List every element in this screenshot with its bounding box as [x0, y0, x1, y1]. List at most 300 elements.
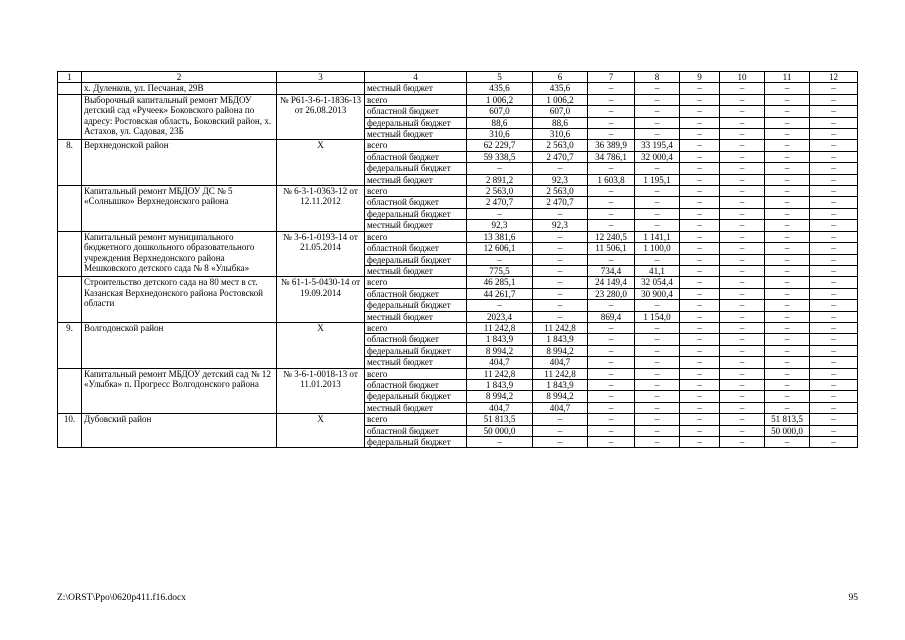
year-2015-amount: –: [588, 357, 635, 368]
year-2017-amount: –: [680, 391, 720, 402]
source-label: местный бюджет: [365, 220, 467, 231]
year-2020-amount: –: [810, 322, 858, 333]
year-2014-amount: –: [533, 231, 588, 242]
document-number: № 3-6-1-0193-14 от 21.05.2014: [277, 231, 365, 277]
year-2017-amount: –: [680, 402, 720, 413]
year-2016-amount: –: [635, 300, 680, 311]
year-2015-amount: –: [588, 368, 635, 379]
year-2016-amount: 41,1: [635, 265, 680, 276]
year-2019-amount: –: [765, 83, 810, 94]
year-2014-amount: 2 563,0: [533, 186, 588, 197]
year-2017-amount: –: [680, 437, 720, 448]
year-2017-amount: –: [680, 243, 720, 254]
item-number: [58, 94, 82, 140]
year-2017-amount: –: [680, 334, 720, 345]
year-2019-amount: –: [765, 129, 810, 140]
total-amount: 1 006,2: [467, 94, 533, 105]
year-2019-amount: –: [765, 437, 810, 448]
year-2020-amount: –: [810, 334, 858, 345]
year-2014-amount: 92,3: [533, 220, 588, 231]
year-2014-amount: 8 994,2: [533, 345, 588, 356]
total-amount: 59 338,5: [467, 151, 533, 162]
year-2019-amount: –: [765, 151, 810, 162]
total-amount: 8 994,2: [467, 391, 533, 402]
year-2015-amount: –: [588, 117, 635, 128]
year-2017-amount: –: [680, 83, 720, 94]
year-2014-amount: 310,6: [533, 129, 588, 140]
year-2018-amount: –: [720, 391, 765, 402]
year-2016-amount: –: [635, 345, 680, 356]
year-2017-amount: –: [680, 197, 720, 208]
source-label: областной бюджет: [365, 334, 467, 345]
year-2018-amount: –: [720, 83, 765, 94]
year-2020-amount: –: [810, 163, 858, 174]
year-2014-amount: 8 994,2: [533, 391, 588, 402]
source-label: федеральный бюджет: [365, 345, 467, 356]
year-2019-amount: –: [765, 254, 810, 265]
year-2015-amount: –: [588, 163, 635, 174]
source-label: областной бюджет: [365, 425, 467, 436]
year-2020-amount: –: [810, 300, 858, 311]
total-amount: 62 229,7: [467, 140, 533, 151]
year-2016-amount: –: [635, 208, 680, 219]
year-2017-amount: –: [680, 300, 720, 311]
year-2018-amount: –: [720, 265, 765, 276]
year-2016-amount: –: [635, 391, 680, 402]
year-2017-amount: –: [680, 129, 720, 140]
source-label: федеральный бюджет: [365, 437, 467, 448]
year-2016-amount: 32 000,4: [635, 151, 680, 162]
source-label: всего: [365, 94, 467, 105]
year-2017-amount: –: [680, 357, 720, 368]
year-2017-amount: –: [680, 151, 720, 162]
year-2020-amount: –: [810, 117, 858, 128]
total-amount: 607,0: [467, 106, 533, 117]
year-2018-amount: –: [720, 414, 765, 425]
year-2017-amount: –: [680, 322, 720, 333]
total-amount: 12 606,1: [467, 243, 533, 254]
table-body: [58, 72, 858, 448]
year-2018-amount: –: [720, 379, 765, 390]
year-2014-amount: 11 242,8: [533, 368, 588, 379]
year-2014-amount: 1 006,2: [533, 94, 588, 105]
year-2015-amount: 34 786,1: [588, 151, 635, 162]
year-2020-amount: –: [810, 174, 858, 185]
year-2014-amount: –: [533, 288, 588, 299]
year-2018-amount: –: [720, 231, 765, 242]
year-2015-amount: 1 603,8: [588, 174, 635, 185]
object-name: Капитальный ремонт МБДОУ ДС № 5 «Солнышко» Верхнедонского района: [82, 186, 277, 232]
year-2017-amount: –: [680, 231, 720, 242]
year-2015-amount: –: [588, 345, 635, 356]
year-2016-amount: –: [635, 94, 680, 105]
year-2017-amount: –: [680, 186, 720, 197]
column-number: 4: [365, 72, 467, 83]
year-2020-amount: –: [810, 391, 858, 402]
year-2018-amount: –: [720, 94, 765, 105]
year-2015-amount: –: [588, 220, 635, 231]
year-2019-amount: –: [765, 106, 810, 117]
year-2016-amount: –: [635, 186, 680, 197]
budget-table: [57, 71, 858, 448]
year-2019-amount: –: [765, 231, 810, 242]
source-label: областной бюджет: [365, 288, 467, 299]
year-2015-amount: –: [588, 402, 635, 413]
year-2015-amount: –: [588, 437, 635, 448]
document-number: Х: [277, 322, 365, 368]
column-number: 5: [467, 72, 533, 83]
year-2019-amount: –: [765, 277, 810, 288]
year-2016-amount: –: [635, 425, 680, 436]
year-2015-amount: –: [588, 94, 635, 105]
year-2015-amount: –: [588, 322, 635, 333]
source-label: местный бюджет: [365, 402, 467, 413]
table-row: [58, 140, 858, 151]
year-2018-amount: –: [720, 151, 765, 162]
total-amount: 46 285,1: [467, 277, 533, 288]
year-2017-amount: –: [680, 368, 720, 379]
year-2015-amount: –: [588, 186, 635, 197]
year-2016-amount: 1 154,0: [635, 311, 680, 322]
year-2018-amount: –: [720, 140, 765, 151]
year-2016-amount: –: [635, 220, 680, 231]
year-2019-amount: –: [765, 163, 810, 174]
item-number: 9.: [58, 322, 82, 368]
year-2014-amount: –: [533, 277, 588, 288]
year-2020-amount: –: [810, 208, 858, 219]
year-2020-amount: –: [810, 368, 858, 379]
year-2016-amount: 33 195,4: [635, 140, 680, 151]
year-2014-amount: –: [533, 243, 588, 254]
source-label: федеральный бюджет: [365, 117, 467, 128]
year-2015-amount: –: [588, 334, 635, 345]
year-2019-amount: –: [765, 265, 810, 276]
total-amount: 2023,4: [467, 311, 533, 322]
year-2017-amount: –: [680, 163, 720, 174]
year-2016-amount: –: [635, 357, 680, 368]
object-name: х. Дуленков, ул. Песчаная, 29В: [82, 83, 277, 94]
year-2016-amount: –: [635, 117, 680, 128]
year-2015-amount: –: [588, 254, 635, 265]
year-2018-amount: –: [720, 129, 765, 140]
year-2016-amount: –: [635, 368, 680, 379]
year-2018-amount: –: [720, 425, 765, 436]
year-2014-amount: –: [533, 300, 588, 311]
year-2020-amount: –: [810, 254, 858, 265]
total-amount: 404,7: [467, 402, 533, 413]
year-2019-amount: –: [765, 140, 810, 151]
source-label: областной бюджет: [365, 151, 467, 162]
year-2018-amount: –: [720, 163, 765, 174]
year-2014-amount: 1 843,9: [533, 379, 588, 390]
year-2016-amount: 1 141,1: [635, 231, 680, 242]
year-2015-amount: 12 240,5: [588, 231, 635, 242]
year-2020-amount: –: [810, 106, 858, 117]
year-2017-amount: –: [680, 208, 720, 219]
year-2014-amount: 2 563,0: [533, 140, 588, 151]
column-number-row: [58, 72, 858, 83]
year-2018-amount: –: [720, 300, 765, 311]
year-2016-amount: –: [635, 254, 680, 265]
year-2015-amount: 24 149,4: [588, 277, 635, 288]
year-2019-amount: 51 813,5: [765, 414, 810, 425]
year-2014-amount: 435,6: [533, 83, 588, 94]
year-2020-amount: –: [810, 345, 858, 356]
year-2015-amount: 23 280,0: [588, 288, 635, 299]
document-file-path: Z:\ORST\Ppo\0620p411.f16.docx: [57, 593, 186, 603]
table-row: [58, 94, 858, 105]
year-2014-amount: 92,3: [533, 174, 588, 185]
table-row: [58, 277, 858, 288]
year-2017-amount: –: [680, 277, 720, 288]
year-2020-amount: –: [810, 140, 858, 151]
year-2016-amount: –: [635, 402, 680, 413]
year-2020-amount: –: [810, 94, 858, 105]
year-2014-amount: –: [533, 163, 588, 174]
document-number: Х: [277, 140, 365, 186]
source-label: федеральный бюджет: [365, 391, 467, 402]
total-amount: 1 843,9: [467, 334, 533, 345]
year-2015-amount: –: [588, 83, 635, 94]
year-2019-amount: –: [765, 334, 810, 345]
year-2017-amount: –: [680, 174, 720, 185]
source-label: местный бюджет: [365, 265, 467, 276]
total-amount: –: [467, 208, 533, 219]
year-2018-amount: –: [720, 368, 765, 379]
year-2018-amount: –: [720, 174, 765, 185]
source-label: местный бюджет: [365, 357, 467, 368]
year-2020-amount: –: [810, 425, 858, 436]
year-2014-amount: –: [533, 414, 588, 425]
column-number: 7: [588, 72, 635, 83]
item-number: 8.: [58, 140, 82, 186]
column-number: 6: [533, 72, 588, 83]
source-label: местный бюджет: [365, 311, 467, 322]
year-2017-amount: –: [680, 117, 720, 128]
total-amount: –: [467, 437, 533, 448]
total-amount: 88,6: [467, 117, 533, 128]
table-row: [58, 368, 858, 379]
year-2016-amount: –: [635, 163, 680, 174]
year-2018-amount: –: [720, 254, 765, 265]
year-2014-amount: 607,0: [533, 106, 588, 117]
year-2014-amount: 404,7: [533, 402, 588, 413]
year-2015-amount: –: [588, 129, 635, 140]
year-2014-amount: –: [533, 208, 588, 219]
year-2020-amount: –: [810, 402, 858, 413]
year-2016-amount: –: [635, 129, 680, 140]
year-2018-amount: –: [720, 402, 765, 413]
source-label: областной бюджет: [365, 379, 467, 390]
year-2018-amount: –: [720, 345, 765, 356]
total-amount: 1 843,9: [467, 379, 533, 390]
table-row: [58, 231, 858, 242]
total-amount: 11 242,8: [467, 322, 533, 333]
year-2017-amount: –: [680, 140, 720, 151]
year-2019-amount: –: [765, 197, 810, 208]
column-number: 3: [277, 72, 365, 83]
year-2014-amount: 11 242,8: [533, 322, 588, 333]
year-2017-amount: –: [680, 265, 720, 276]
year-2016-amount: –: [635, 197, 680, 208]
year-2015-amount: –: [588, 425, 635, 436]
year-2020-amount: –: [810, 220, 858, 231]
year-2020-amount: –: [810, 277, 858, 288]
year-2019-amount: –: [765, 220, 810, 231]
source-label: местный бюджет: [365, 129, 467, 140]
year-2016-amount: –: [635, 414, 680, 425]
year-2019-amount: –: [765, 322, 810, 333]
table-row: [58, 414, 858, 425]
year-2018-amount: –: [720, 208, 765, 219]
document-number: Х: [277, 414, 365, 448]
year-2018-amount: –: [720, 220, 765, 231]
year-2019-amount: –: [765, 402, 810, 413]
column-number: 11: [765, 72, 810, 83]
year-2017-amount: –: [680, 106, 720, 117]
year-2017-amount: –: [680, 94, 720, 105]
year-2019-amount: –: [765, 208, 810, 219]
year-2017-amount: –: [680, 288, 720, 299]
year-2018-amount: –: [720, 322, 765, 333]
year-2020-amount: –: [810, 231, 858, 242]
item-number: [58, 83, 82, 94]
table-row: [58, 83, 858, 94]
year-2014-amount: –: [533, 265, 588, 276]
year-2019-amount: –: [765, 94, 810, 105]
year-2020-amount: –: [810, 83, 858, 94]
year-2020-amount: –: [810, 129, 858, 140]
year-2014-amount: –: [533, 311, 588, 322]
year-2016-amount: 30 900,4: [635, 288, 680, 299]
year-2019-amount: –: [765, 379, 810, 390]
year-2017-amount: –: [680, 379, 720, 390]
year-2020-amount: –: [810, 379, 858, 390]
total-amount: 8 994,2: [467, 345, 533, 356]
year-2019-amount: –: [765, 357, 810, 368]
year-2020-amount: –: [810, 197, 858, 208]
year-2018-amount: –: [720, 277, 765, 288]
source-label: федеральный бюджет: [365, 208, 467, 219]
year-2019-amount: 50 000,0: [765, 425, 810, 436]
total-amount: 92,3: [467, 220, 533, 231]
year-2020-amount: –: [810, 414, 858, 425]
total-amount: 404,7: [467, 357, 533, 368]
column-number: 9: [680, 72, 720, 83]
source-label: федеральный бюджет: [365, 254, 467, 265]
year-2015-amount: –: [588, 414, 635, 425]
year-2016-amount: –: [635, 322, 680, 333]
year-2016-amount: –: [635, 379, 680, 390]
year-2016-amount: 32 054,4: [635, 277, 680, 288]
year-2018-amount: –: [720, 311, 765, 322]
year-2014-amount: 2 470,7: [533, 151, 588, 162]
page-number: 95: [848, 593, 858, 603]
year-2015-amount: –: [588, 391, 635, 402]
year-2016-amount: 1 195,1: [635, 174, 680, 185]
year-2014-amount: 88,6: [533, 117, 588, 128]
item-number: [58, 186, 82, 232]
year-2019-amount: –: [765, 243, 810, 254]
document-number: № 3-6-1-0018-13 от 11.01.2013: [277, 368, 365, 414]
total-amount: –: [467, 254, 533, 265]
year-2017-amount: –: [680, 254, 720, 265]
total-amount: 2 470,7: [467, 197, 533, 208]
source-label: всего: [365, 414, 467, 425]
total-amount: 11 242,8: [467, 368, 533, 379]
source-label: местный бюджет: [365, 174, 467, 185]
total-amount: 51 813,5: [467, 414, 533, 425]
year-2020-amount: –: [810, 288, 858, 299]
year-2017-amount: –: [680, 311, 720, 322]
year-2015-amount: 869,4: [588, 311, 635, 322]
year-2018-amount: –: [720, 117, 765, 128]
total-amount: 13 381,6: [467, 231, 533, 242]
item-number: 10.: [58, 414, 82, 448]
total-amount: –: [467, 300, 533, 311]
year-2019-amount: –: [765, 311, 810, 322]
total-amount: 2 563,0: [467, 186, 533, 197]
total-amount: 435,6: [467, 83, 533, 94]
year-2018-amount: –: [720, 106, 765, 117]
year-2017-amount: –: [680, 425, 720, 436]
year-2018-amount: –: [720, 357, 765, 368]
year-2015-amount: 11 506,1: [588, 243, 635, 254]
source-label: всего: [365, 322, 467, 333]
total-amount: 44 261,7: [467, 288, 533, 299]
document-number: [277, 83, 365, 94]
year-2019-amount: –: [765, 186, 810, 197]
source-label: областной бюджет: [365, 197, 467, 208]
column-number: 10: [720, 72, 765, 83]
object-name: Волгодонской район: [82, 322, 277, 368]
year-2020-amount: –: [810, 151, 858, 162]
object-name: Капитальный ремонт муниципального бюджетного дошкольного образовательного учреждения Верхнедонского района Мешковского детского сада № 8 «Улыбка»: [82, 231, 277, 277]
object-name: Дубовский район: [82, 414, 277, 448]
year-2015-amount: –: [588, 197, 635, 208]
column-number: 8: [635, 72, 680, 83]
year-2015-amount: –: [588, 208, 635, 219]
year-2015-amount: –: [588, 106, 635, 117]
year-2014-amount: –: [533, 254, 588, 265]
year-2016-amount: –: [635, 334, 680, 345]
column-number: 2: [82, 72, 277, 83]
source-label: федеральный бюджет: [365, 300, 467, 311]
year-2019-amount: –: [765, 117, 810, 128]
year-2016-amount: –: [635, 106, 680, 117]
item-number: [58, 231, 82, 277]
year-2018-amount: –: [720, 243, 765, 254]
year-2019-amount: –: [765, 391, 810, 402]
total-amount: 50 000,0: [467, 425, 533, 436]
source-label: областной бюджет: [365, 243, 467, 254]
table-row: [58, 322, 858, 333]
document-number: № 61-1-5-0430-14 от 19.09.2014: [277, 277, 365, 323]
total-amount: 775,5: [467, 265, 533, 276]
year-2018-amount: –: [720, 197, 765, 208]
year-2015-amount: 734,4: [588, 265, 635, 276]
column-number: 12: [810, 72, 858, 83]
year-2018-amount: –: [720, 437, 765, 448]
year-2014-amount: 1 843,9: [533, 334, 588, 345]
source-label: всего: [365, 231, 467, 242]
year-2018-amount: –: [720, 186, 765, 197]
year-2020-amount: –: [810, 357, 858, 368]
year-2019-amount: –: [765, 300, 810, 311]
source-label: всего: [365, 140, 467, 151]
year-2014-amount: –: [533, 437, 588, 448]
year-2020-amount: –: [810, 243, 858, 254]
